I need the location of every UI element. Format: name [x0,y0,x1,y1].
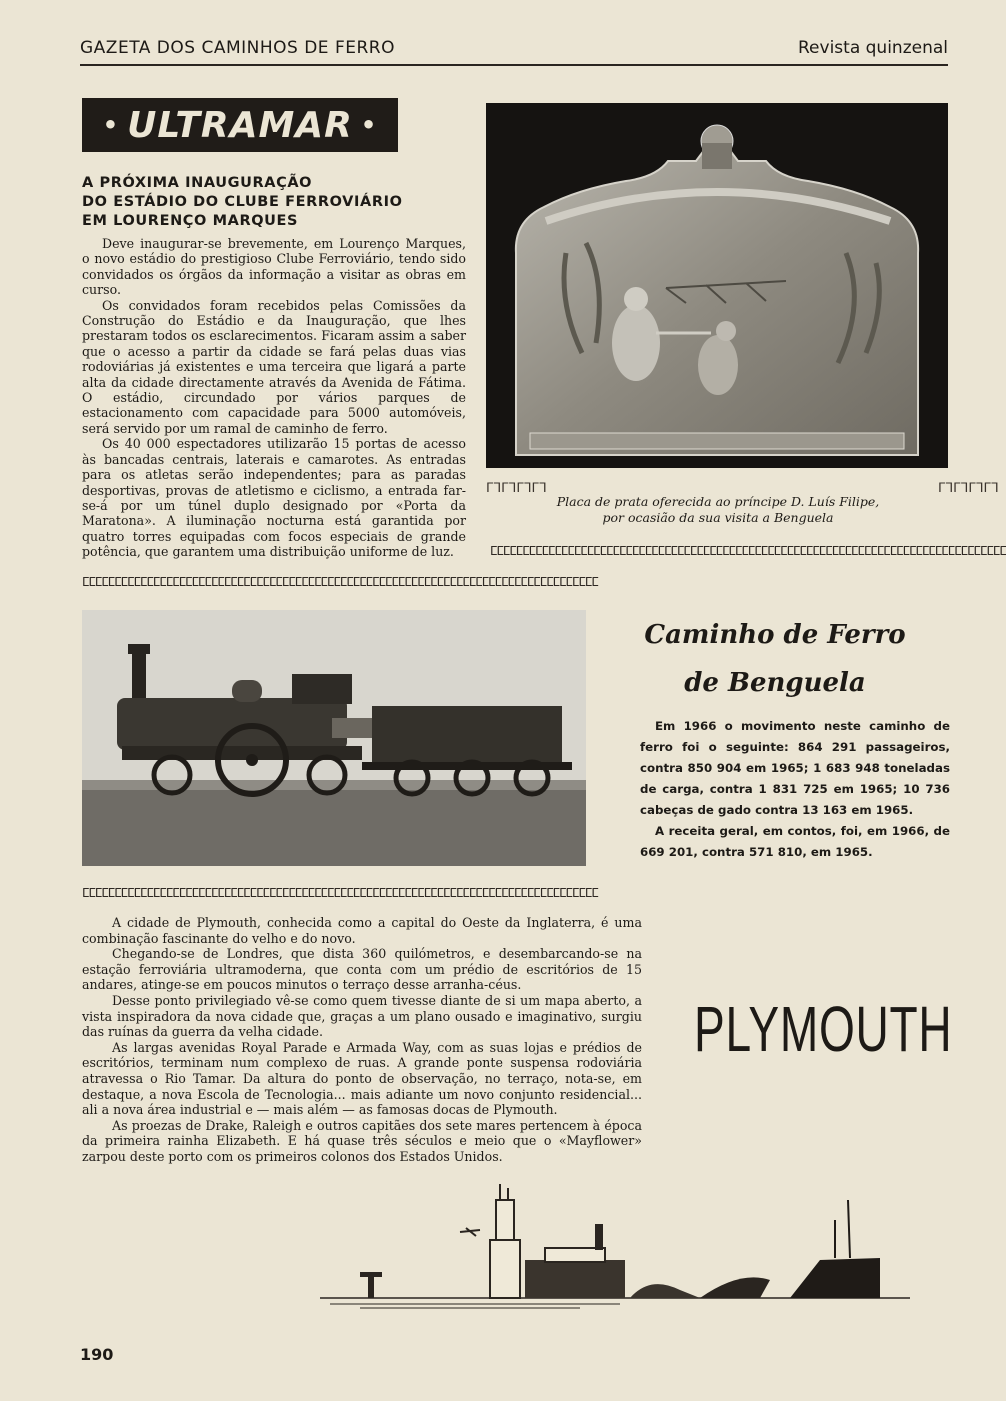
paragraph: As largas avenidas Royal Parade e Armada Way, com as suas lojas e prédios de escritórios, terminam num complexo de ruas. A grande ponte suspensa rodoviária atravessa o Rio Tamar. Da altura do ponto de observação, no terraço, nota-se, em destaque, a nova Escola de Tecnologia... mais adiante um novo conjunto residencial... ali a nova área industrial e — mais além — as famosas docas de Plymouth. [82,1039,642,1118]
paragraph: Os convidados foram recebidos pelas Comissões da Construção do Estádio e da Inauguração, que lhes prestaram todos os esclarecimentos. Ficaram assim a saber que o acesso a partir da cidade se fará pelas duas vias rodoviárias já existentes e uma terceira que ligará a parte alta da cidade directamente através da Avenida de Fátima. O estádio, circundado por vários parques de estacionamento com capacidade para 5000 automóveis, será servido por um ramal de caminho de ferro. [82,297,466,436]
greek-fret-divider: ⵎⵎⵎⵎⵎⵎⵎⵎⵎⵎⵎⵎⵎⵎⵎⵎⵎⵎⵎⵎⵎⵎⵎⵎⵎⵎⵎⵎⵎⵎⵎⵎⵎⵎⵎⵎⵎⵎⵎⵎⵎⵎⵎⵎⵎⵎⵎⵎⵎⵎⵎⵎⵎⵎⵎⵎⵎⵎⵎⵎⵎⵎⵎⵎⵎⵎⵎⵎⵎⵎⵎⵎⵎⵎⵎⵎⵎⵎⵎⵎ [82,886,598,900]
banner-dot-right: • [360,111,378,139]
greek-fret-border: ⵎⵎⵎⵎⵎⵎⵎⵎⵎⵎⵎⵎⵎⵎⵎⵎⵎⵎⵎⵎⵎⵎⵎⵎⵎⵎⵎⵎⵎⵎⵎⵎⵎⵎⵎⵎⵎⵎⵎⵎⵎⵎⵎⵎⵎⵎⵎⵎⵎⵎⵎⵎⵎⵎⵎⵎⵎⵎⵎⵎⵎⵎⵎⵎⵎⵎⵎⵎⵎⵎⵎⵎⵎⵎⵎⵎⵎⵎⵎⵎ [490,544,1006,558]
plaque-caption [520,494,916,526]
harbor-illustration [320,1180,910,1310]
paragraph: As proezas de Drake, Raleigh e outros capitães dos sete mares pertencem à época da primeira rainha Elizabeth. E há quase três séculos e meio que o «Mayflower» zarpou deste porto com os primeiros colonos dos Estados Unidos. [82,1117,642,1164]
greek-border-right: ᒥᒣᒥᒣᒥᒣᒥᒣ [938,481,999,496]
paragraph: Em 1966 o movimento neste caminho de ferro foi o seguinte: 864 291 passageiros, contra 850 904 em 1965; 1 683 948 toneladas de carga, contra 1 831 725 em 1965; 10 736 cabeças de gado contra 13 163 em 1965. [640,719,950,817]
engraved-plaque-icon [486,103,948,468]
plymouth-heading: PLYMOUTH [694,993,953,1065]
header-rule [80,64,948,66]
article-stadium-title [82,174,462,231]
publication-title: GAZETA DOS CAMINHOS DE FERRO [80,38,395,58]
paragraph: Desse ponto privilegiado vê-se como quem tivesse diante de si um mapa aberto, a vista inspiradora da nova cidade que, graças a um plano ousado e imaginativo, surgiu das ruínas da guerra da velha cidade. [82,992,642,1040]
steam-locomotive-icon [82,610,586,866]
plymouth-body [82,915,642,1165]
publication-frequency: Revista quinzenal [798,38,948,58]
title-line: EM LOURENÇO MARQUES [82,213,299,229]
paragraph: Os 40 000 espectadores utilizarão 15 portas de acesso às bancadas centrais, laterais e camarotes. As entradas para os atletas serão independentes; para as paradas desportivas, provas de atletismo e ciclismo, a entrada far-se-á por um túnel duplo designado por «Porta da Maratona». A iluminação nocturna está garantida por quatro torres equipadas com focos especiais de grande potência, que garantem uma distribuição uniforme de luz. [82,436,466,560]
article-stadium-body [82,236,466,560]
title-line: DO ESTÁDIO DO CLUBE FERROVIÁRIO [82,194,403,210]
greek-fret-divider: ⵎⵎⵎⵎⵎⵎⵎⵎⵎⵎⵎⵎⵎⵎⵎⵎⵎⵎⵎⵎⵎⵎⵎⵎⵎⵎⵎⵎⵎⵎⵎⵎⵎⵎⵎⵎⵎⵎⵎⵎⵎⵎⵎⵎⵎⵎⵎⵎⵎⵎⵎⵎⵎⵎⵎⵎⵎⵎⵎⵎⵎⵎⵎⵎⵎⵎⵎⵎⵎⵎⵎⵎⵎⵎⵎⵎⵎⵎⵎⵎ [82,575,598,589]
greek-border-left: ᒥᒣᒥᒣᒥᒣᒥᒣ [486,481,547,496]
banner-label: ULTRAMAR [127,104,353,146]
section-banner-ultramar [82,98,398,152]
page-number: 190 [80,1345,114,1364]
paragraph: A receita geral, em contos, foi, em 1966, de 669 201, contra 571 810, em 1965. [640,824,950,859]
title-line: A PRÓXIMA INAUGURAÇÃO [82,175,313,191]
caption-line: Placa de prata oferecida ao príncipe D. Luís Filipe, [556,494,880,509]
benguela-title-line2: de Benguela [684,668,866,698]
paragraph: A cidade de Plymouth, conhecida como a capital do Oeste da Inglaterra, é uma combinação fascinante do velho e do novo. [82,915,642,946]
harbor-icon [320,1180,910,1310]
benguela-body [640,716,950,863]
banner-dot-left: • [102,111,120,139]
caption-line: por ocasião da sua visita a Benguela [602,510,834,525]
plaque-photo [486,103,948,468]
paragraph: Chegando-se de Londres, que dista 360 quilómetros, e desembarcando-se na estação ferroviária ultramoderna, que conta com um prédio de escritórios de 15 andares, atinge-se em poucos minutos o terraço desse arranha-céus. [82,946,642,993]
paragraph: Deve inaugurar-se brevemente, em Lourenço Marques, o novo estádio do prestigioso Clube Ferroviário, tendo sido convidados os órgãos da informação a visitar as obras em curso. [82,236,466,298]
benguela-title-line1: Caminho de Ferro [644,620,906,650]
locomotive-photo [82,610,586,866]
